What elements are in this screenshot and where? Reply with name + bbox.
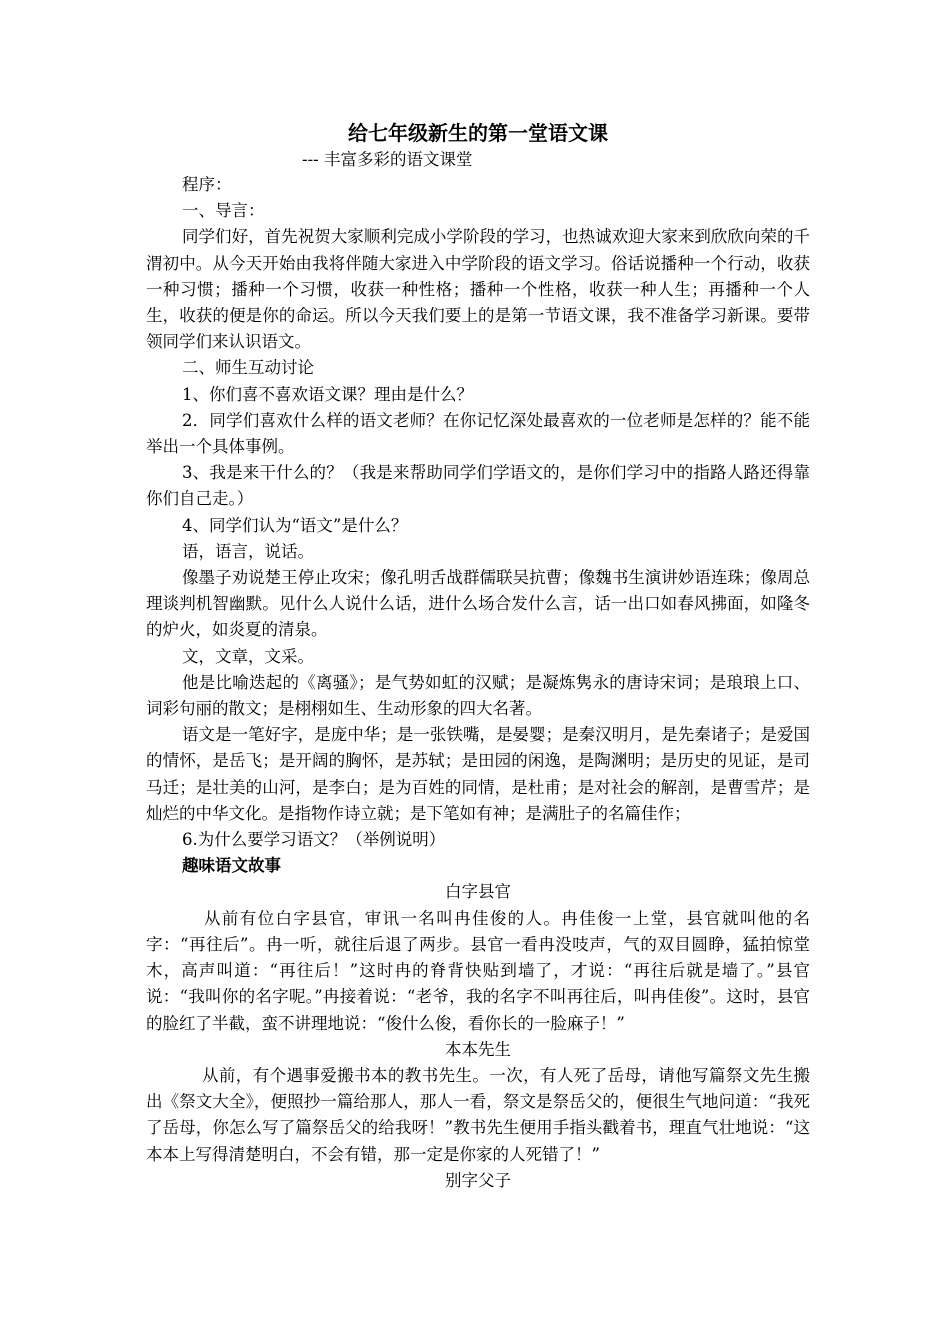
story-1-title: 白字县官 [445,882,511,902]
story-2-text: 从前，有个遇事爱搬书本的教书先生。一次，有人死了岳母，请他写篇祭文先生搬出《祭文大全》，便照抄一篇给那人，那人一看，祭文是祭岳父的，便很生气地问道：“我死了岳母，你怎么写了篇祭岳父的给我呀！”教书先生便用手指头戳着书，理直气壮地说：“这本本上写得清楚明白，不会有错，那一定是你家的人死错了！” [146,1065,810,1164]
document-title: 给七年级新生的第一堂语文课 [348,121,608,145]
paragraph-question-6: 6.为什么要学习语文？（举例说明） [182,830,446,850]
paragraph-question-4: 4、同学们认为“语文”是什么？ [182,515,408,535]
paragraph-yu-examples: 像墨子劝说楚王停止攻宋；像孔明舌战群儒联吴抗曹；像魏书生演讲妙语连珠；像周总理谈判机智幽默。见什么人说什么话，进什么场合发什么言，话一出口如春风拂面，如隆冬的炉火，如炎夏的清泉。 [146,568,810,640]
paragraph-section-1: 一、导言： [182,201,265,221]
paragraph-procedure: 程序： [182,175,232,194]
paragraph-section-2: 二、师生互动讨论 [182,358,314,378]
paragraph-yu: 语，语言，说话。 [182,541,314,561]
paragraph-intro: 同学们好，首先祝贺大家顺利完成小学阶段的学习，也热诚欢迎大家来到欣欣向荣的千渭初中。从今天开始由我将伴随大家进入中学阶段的语文学习。俗话说播种一个行动，收获一种习惯；播种一个习惯，收获一种性格；播种一个性格，收获一种人生；再播种一个人生，收获的便是你的命运。所以今天我们要上的是第一节语文课，我不准备学习新课。要带领同学们来认识语文。 [146,227,810,352]
paragraph-question-3: 3、我是来干什么的？（我是来帮助同学们学语文的，是你们学习中的指路人路还得靠你们自己走。） [146,463,810,509]
paragraph-wen-examples: 他是比喻迭起的《离骚》；是气势如虹的汉赋；是凝炼隽永的唐诗宋词；是琅琅上口、词彩句丽的散文；是栩栩如生、生动形象的四大名著。 [146,672,810,719]
story-2-title: 本本先生 [445,1039,511,1059]
paragraph-question-2: 2．同学们喜欢什么样的语文老师？在你记忆深处最喜欢的一位老师是怎样的？能不能举出一个具体事例。 [146,410,810,457]
paragraph-wen: 文，文章，文采。 [182,646,314,666]
stories-heading: 趣味语文故事 [182,856,281,876]
document-subtitle: --- 丰富多彩的语文课堂 [302,150,473,169]
paragraph-yuwen-is: 语文是一笔好字，是庞中华；是一张铁嘴，是晏婴；是秦汉明月，是先秦诸子；是爱国的情怀，是岳飞；是开阔的胸怀，是苏轼；是田园的闲逸，是陶渊明；是历史的见证，是司马迁；是壮美的山河，是李白；是为百姓的同情，是杜甫；是对社会的解剖，是曹雪芹；是灿烂的中华文化。是指物作诗立就；是下笔如有神；是满肚子的名篇佳作； [146,725,810,823]
story-1-text: 从前有位白字县官，审讯一名叫冉佳俊的人。冉佳俊一上堂，县官就叫他的名字：“再往后”。冉一听，就往后退了两步。县官一看冉没吱声，气的双目圆睁，猛拍惊堂木，高声叫道：“再往后！”这时冉的脊背快贴到墙了，才说：“再往后就是墙了。”县官说：“我叫你的名字呢。”冉接着说：“老爷，我的名字不叫再往后，叫冉佳俊”。这时，县官的脸红了半截，蛮不讲理地说：“俊什么俊，看你长的一脸麻子！” [146,908,810,1033]
story-3-title: 别字父子 [445,1170,511,1190]
paragraph-question-1: 1、你们喜不喜欢语文课？理由是什么？ [182,384,473,404]
